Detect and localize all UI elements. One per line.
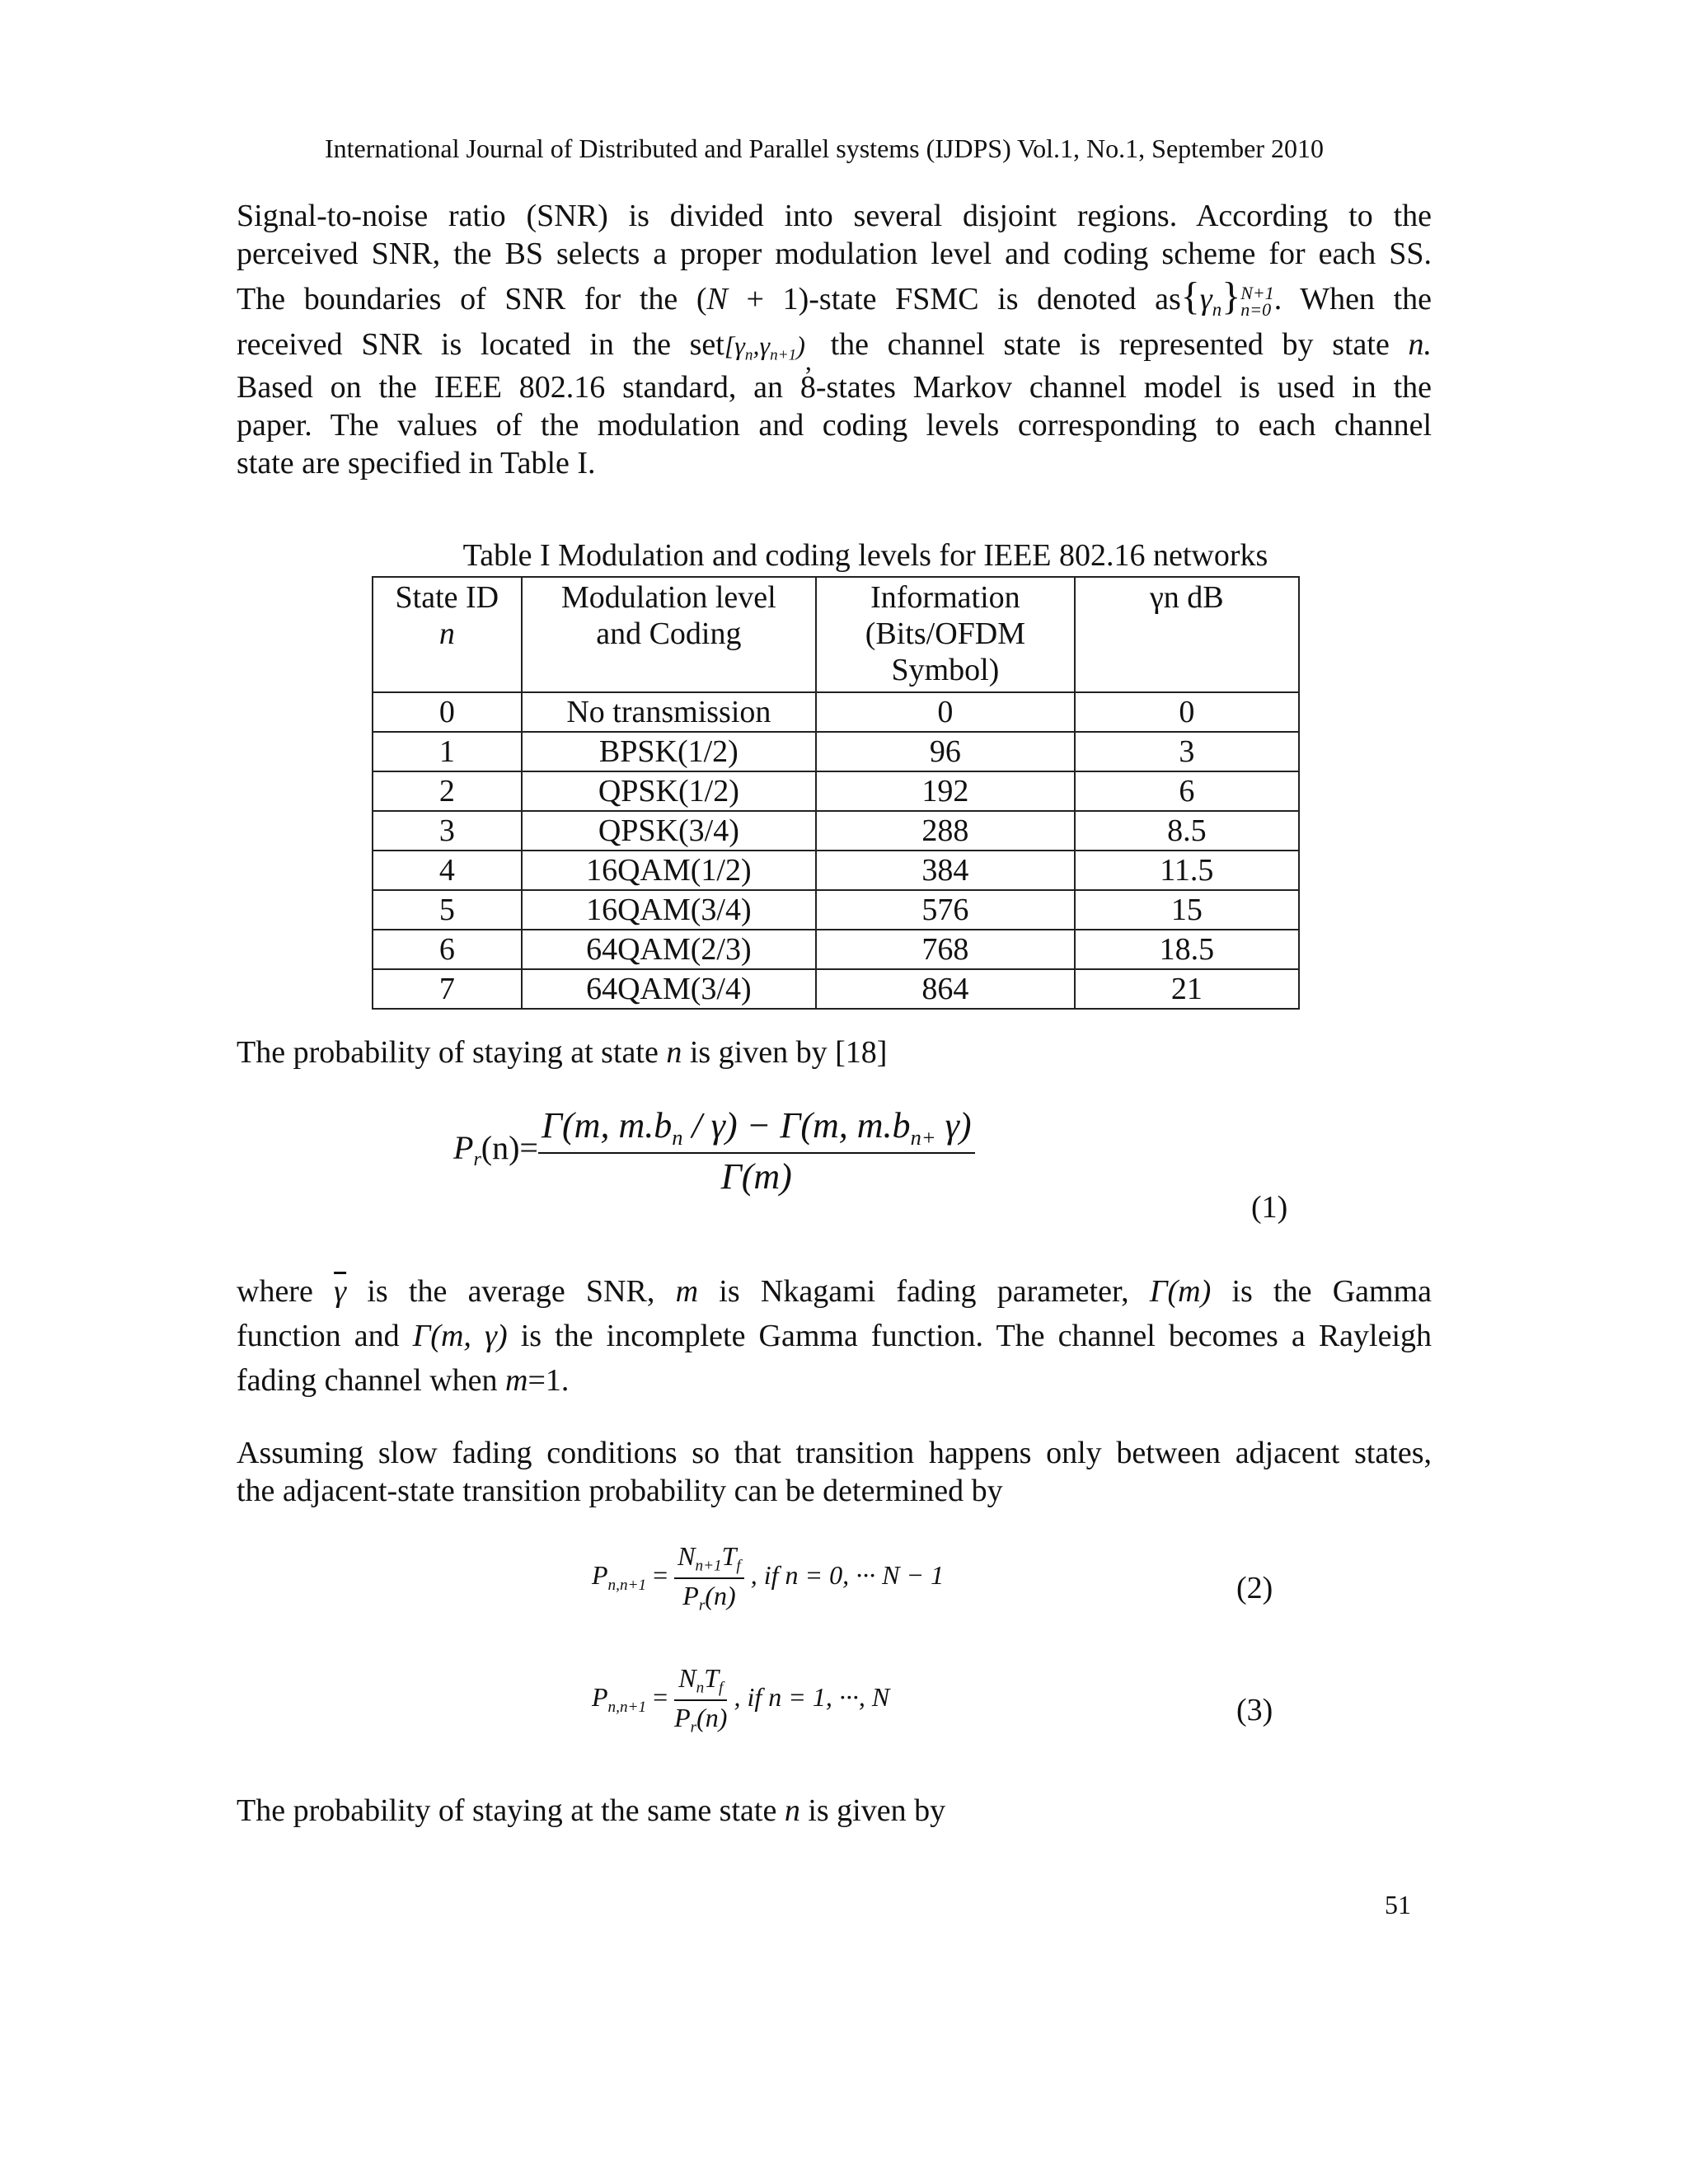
table-row: 0 No transmission 0 0 (373, 692, 1299, 732)
snr-interval: $[\gamma_n,\gamma_{n+1})$, (724, 330, 812, 377)
equation-1: $P_r(n)=$ $\frac{\Gamma(m, m.b_n / \gamma) - \Gamma(m, m.b_{n+} \gamma)}{\Gamma(m)}$ (453, 1104, 975, 1197)
equation-3: $P_{n,n+1}$ = $\frac{N_nT_f}{P_r(n)}$ , if n = 1, ···, N (592, 1663, 890, 1736)
p1-line-1: Signal-to-noise ratio (SNR) is divided into several disjoint regions. According to the (237, 199, 1432, 233)
eq2-fraction: $\frac{N_{n+1}T_f}{P_r(n)}$ (674, 1541, 744, 1615)
p3-line-2: function and Γ(m, γ) is the incomplete Gamma function. The channel becomes a Rayleigh (237, 1319, 1432, 1353)
header-modulation: Modulation level and Coding (522, 577, 816, 692)
table-header-row (373, 577, 1299, 692)
paragraph-transition-probability (237, 1434, 1432, 1510)
p1-line-6: paper. The values of the modulation and coding levels corresponding to each channel (237, 408, 1432, 443)
paragraph-same-state: The probability of staying at the same state n is given by (237, 1793, 946, 1828)
page-number: 51 (1385, 1890, 1411, 1919)
p4-line-1: Assuming slow fading conditions so that transition happens only between adjacent states, (237, 1436, 1432, 1470)
p4-line-2: the adjacent-state transition probability can be determined by (237, 1474, 1003, 1508)
eq1-fraction: $\frac{\Gamma(m, m.b_n / \gamma) - \Gamma(m, m.b_{n+} \gamma)}{\Gamma(m)}$ (538, 1104, 975, 1197)
table-row: 7 64QAM(3/4) 864 21 (373, 969, 1299, 1009)
p1-line-2: perceived SNR, the BS selects a proper modulation level and coding scheme for each SS. (237, 237, 1432, 271)
paragraph-snr-regions (237, 197, 1432, 482)
running-header: International Journal of Distributed and Parallel systems (IJDPS) Vol.1, No.1, September 2010 (325, 134, 1324, 163)
p1-line-4: received SNR is located in the $set[\gamma_n,\gamma_{n+1})$, the channel state is represented by state n. (237, 327, 1432, 377)
equation-1-number: (1) (1251, 1190, 1288, 1225)
table-row: 5 16QAM(3/4) 576 15 (373, 890, 1299, 930)
eq3-fraction: $\frac{N_nT_f}{P_r(n)}$ (674, 1663, 728, 1736)
equation-2: $P_{n,n+1}$ = $\frac{N_{n+1}T_f}{P_r(n)}$ , if n = 0, ··· N − 1 (592, 1541, 945, 1615)
header-information: Information (Bits/OFDM Symbol) (816, 577, 1075, 692)
table-row: 6 64QAM(2/3) 768 18.5 (373, 930, 1299, 969)
p3-line-3: fading channel when m=1. (237, 1363, 570, 1398)
p1-line-7: state are specified in Table I. (237, 446, 596, 480)
table-row: 2 QPSK(1/2) 192 6 (373, 771, 1299, 811)
table-row: 3 QPSK(3/4) 288 8.5 (373, 811, 1299, 851)
modulation-table (372, 576, 1300, 1010)
equation-2-number: (2) (1236, 1571, 1273, 1605)
p1-line-3: The boundaries of SNR for the (N + 1)-state FSMC is denoted $as\{\gamma_n\}$ N+1 n=0 . When the (237, 274, 1432, 321)
table-caption: Table I Modulation and coding levels for IEEE 802.16 networks (462, 538, 1268, 573)
paragraph-staying-probability: The probability of staying at state n is given by [18] (237, 1035, 888, 1070)
table-row: 4 16QAM(1/2) 384 11.5 (373, 851, 1299, 890)
paragraph-gamma-definitions (237, 1269, 1432, 1403)
equation-3-number: (3) (1236, 1693, 1273, 1727)
p3-line-1: where $\overline{\gamma}$ is the average SNR, m is Nkagami fading parameter, Γ(m) is the Gamma (237, 1274, 1432, 1309)
snr-boundary-set: $\{\gamma_n\}$ N+1 n=0 (1180, 274, 1274, 321)
table-row: 1 BPSK(1/2) 96 3 (373, 732, 1299, 771)
p1-line-5: Based on the IEEE 802.16 standard, an 8-states Markov channel model is used in the (237, 370, 1432, 405)
header-gamma-db: γn dB (1075, 577, 1299, 692)
header-state-id: State ID n (373, 577, 522, 692)
